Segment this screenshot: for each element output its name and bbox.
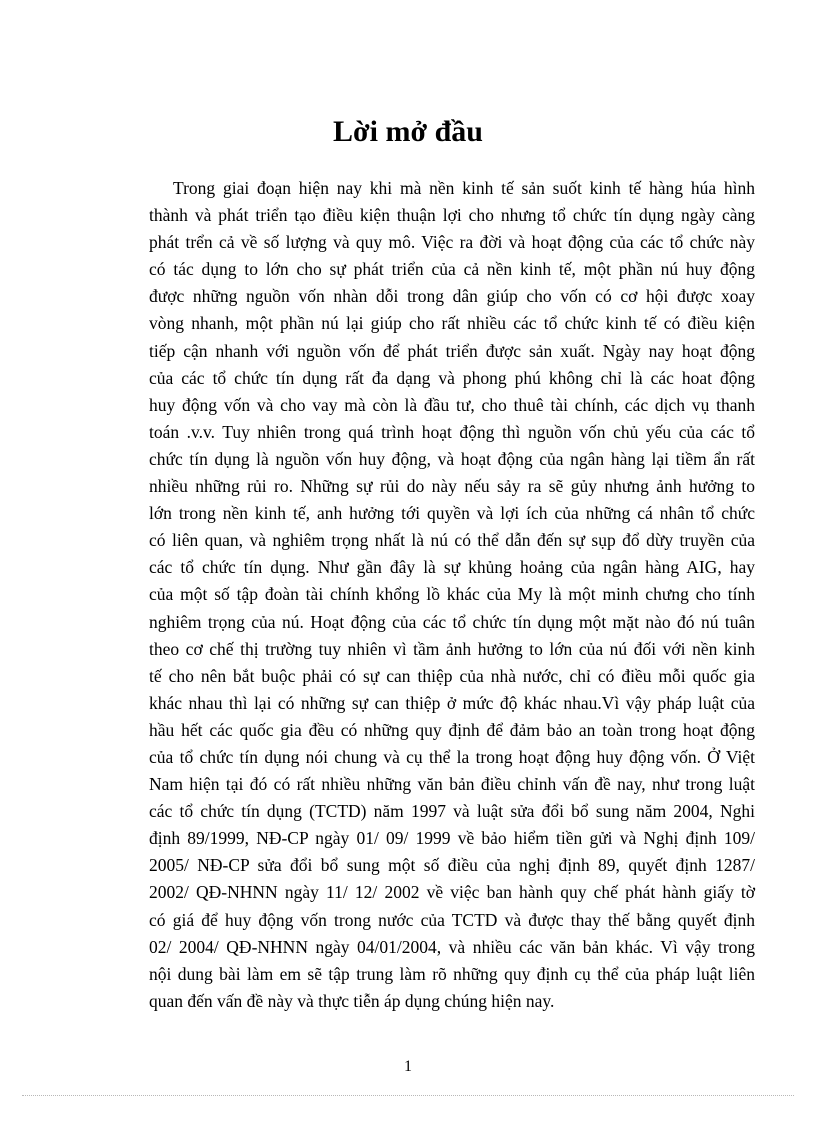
paragraph-line: huy động vốn và cho vay mà còn là đầu tư, cho thuê tài chính, các dịch vụ thanh — [149, 394, 755, 415]
paragraph-line: các tổ chức tín dụng. Như gần đây là sự khủng hoảng của ngân hàng AIG, hay — [149, 557, 755, 578]
page-number-text: 1 — [404, 1058, 412, 1075]
paragraph-line: toán .v.v. Tuy nhiên trong quá trình hoạt động thì nguồn vốn chủ yếu của các tổ — [149, 421, 755, 442]
paragraph-line: tế cho nên bắt buộc phải có sự can thiệp của nhà nước, chỉ có điều mỗi quốc gia — [149, 665, 755, 686]
paragraph-line: nội dung bài làm em sẽ tập trung làm rõ những quy định cụ thể của pháp luật liên — [149, 963, 755, 984]
paragraph-line: theo cơ chế thị trường tuy nhiên vì tầm ảnh hưởng to lớn của nú đối với nền kinh — [149, 638, 755, 659]
paragraph-line: hầu hết các quốc gia đều có những quy định để đảm bảo an toàn trong hoạt động — [149, 719, 755, 740]
paragraph-line: của các tổ chức tín dụng rất đa dạng và phong phú không chỉ là các hoat động — [149, 367, 755, 388]
paragraph-line: Trong giai đoạn hiện nay khi mà nền kinh tế sản suốt kinh tế hàng húa hình — [173, 178, 755, 198]
paragraph-line: nghiêm trọng của nú. Hoạt động của các tổ chức tín dụng một mặt nào đó nú tuân — [149, 611, 755, 632]
paragraph-line: 02/ 2004/ QĐ-NHNN ngày 04/01/2004, và nhiều các văn bản khác. Vì vậy trong — [149, 936, 755, 957]
body-paragraph — [149, 175, 755, 1015]
paragraph-line: nhiều những rủi ro. Những sự rủi do này nếu sảy ra sẽ gủy nhưng ảnh hưởng to — [149, 476, 755, 497]
document-title: Lời mở đầu — [333, 115, 483, 148]
paragraph-line: Nam hiện tại đó có rất nhiều những văn bản điều chỉnh vấn đề nay, như trong luật — [149, 774, 755, 795]
paragraph-line: có giá để huy động vốn trong nước của TCTD và được thay thế bằng quyết định — [149, 909, 755, 930]
paragraph-line: có tác dụng to lớn cho sự phát triển của cả nền kinh tế, một phần nú huy động — [149, 259, 755, 280]
paragraph-line: vòng nhanh, một phần nú lại giúp cho rất nhiều các tổ chức kinh tế có điều kiện — [149, 313, 755, 334]
paragraph-line: phát trển cả về số lượng và quy mô. Việc ra đời và hoạt động của các tổ chức này — [149, 232, 755, 253]
paragraph-line: có liên quan, và nghiêm trọng nhất là nú có thể dẫn đến sự sụp đổ dừy truyền của — [149, 530, 755, 551]
paragraph-line: quan đến vấn đề này và thực tiễn áp dụng chúng hiện nay. — [149, 990, 555, 1011]
paragraph-line: 2005/ NĐ-CP sửa đổi bổ sung một số điều của nghị định 89, quyết định 1287/ — [149, 855, 755, 876]
page-number — [0, 1056, 816, 1078]
paragraph-line: định 89/1999, NĐ-CP ngày 01/ 09/ 1999 về bảo hiểm tiền gửi và Nghị định 109/ — [149, 828, 755, 849]
paragraph-line: tiếp cận nhanh với nguồn vốn để phát triển được sản xuất. Ngày nay hoạt động — [149, 340, 755, 361]
paragraph-line: các tổ chức tín dụng (TCTD) năm 1997 và luật sửa đổi bổ sung năm 2004, Nghi — [149, 801, 755, 822]
paragraph-line: chức tín dụng là nguồn vốn huy động, và hoạt động của ngân hàng lại tiềm ẩn rất — [149, 448, 755, 469]
paragraph-line: của một số tập đoàn tài chính khổng lồ khác của My là một minh chưng cho tính — [149, 584, 755, 605]
paragraph-line: của tổ chức tín dụng nói chung và cụ thể la trong hoạt động huy động vốn. Ở Việt — [149, 746, 755, 767]
paragraph-line: 2002/ QĐ-NHNN ngày 11/ 12/ 2002 về việc ban hành quy chế phát hành giấy tờ — [149, 882, 755, 903]
paragraph-line: được những nguồn vốn nhàn dỗi trong dân giúp cho vốn có cơ hội được xoay — [149, 286, 755, 307]
paragraph-line: lớn trong nền kinh tế, anh hưởng tới quyền và lợi ích của những cá nhân tổ chức — [149, 503, 755, 524]
footer-divider — [22, 1095, 794, 1096]
paragraph-line: thành và phát triển tạo điều kiện thuận lợi cho nhưng tổ chức tín dụng ngày càng — [149, 205, 755, 226]
paragraph-line: khác nhau thì lại có những sự can thiệp ở mức độ khác nhau.Vì vậy pháp luật của — [149, 692, 755, 713]
